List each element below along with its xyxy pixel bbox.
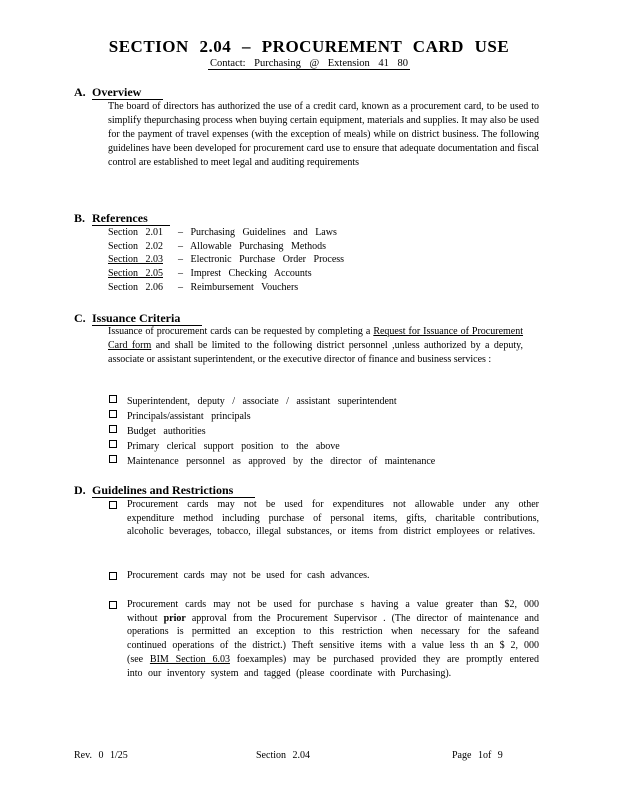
list-item-text: Principals/assistant principals xyxy=(127,411,251,422)
guideline-text: Procurement cards may not be used for cash advances. xyxy=(127,570,370,581)
personnel-list xyxy=(109,394,435,469)
guideline-text-part: Procurement cards may not be used for purchase s having a value greater than $2, 000 without xyxy=(127,599,539,624)
reference-desc: – Purchasing Guidelines and Laws xyxy=(178,227,337,238)
checkbox-bullet-icon xyxy=(109,572,117,580)
checkbox-bullet-icon xyxy=(109,601,117,609)
list-item xyxy=(109,439,435,454)
guideline-text-part: approval from the Procurement Supervisor . (The director of maintenance and operations is permitted an exception to this restriction when necessary for the safeand continued operations of the district.) Theft sensitive items with a value less th an $ 2, 000 (see xyxy=(127,612,539,665)
section-title: Overview xyxy=(92,85,163,100)
checkbox-bullet-icon xyxy=(109,410,117,418)
reference-desc: – Reimbursement Vouchers xyxy=(178,281,299,293)
list-item-text: Primary clerical support position to the above xyxy=(127,441,340,452)
checkbox-bullet-icon xyxy=(109,455,117,463)
reference-desc: – Allowable Purchasing Methods xyxy=(178,240,327,252)
footer-page-number: Page 1of 9 xyxy=(452,750,503,761)
section-letter: D. xyxy=(74,483,86,497)
guideline-text-part: foexamples) may be purchased provided they are promptly entered into our inventory system and tagged (please coordinate with Purchasing). xyxy=(127,653,539,679)
section-letter: C. xyxy=(74,311,86,325)
reference-item xyxy=(108,253,344,267)
checkbox-bullet-icon xyxy=(109,395,117,403)
reference-item xyxy=(108,240,344,254)
reference-desc: – Imprest Checking Accounts xyxy=(178,268,312,280)
request-form-link[interactable]: Request for Issuance of Procurement Card form xyxy=(108,326,524,351)
section-title: References xyxy=(92,211,170,226)
reference-section: Section 2.01 xyxy=(108,227,163,238)
section-letter: B. xyxy=(74,211,86,225)
bim-section-link[interactable]: BIM Section 6.03 xyxy=(149,653,230,665)
section-c-heading xyxy=(74,311,202,326)
reference-item xyxy=(108,281,344,295)
references-list xyxy=(108,226,344,295)
page-title: SECTION 2.04 – PROCUREMENT CARD USE xyxy=(108,37,510,56)
list-item-text: Superintendent, deputy / associate / assistant superintendent xyxy=(127,396,397,407)
reference-item xyxy=(108,226,344,240)
section-a-heading xyxy=(74,85,163,100)
list-item-text: Budget authorities xyxy=(127,426,206,437)
section-letter: A. xyxy=(74,85,86,99)
section-b-heading xyxy=(74,211,170,226)
reference-section-link[interactable]: Section 2.05 xyxy=(108,268,163,280)
guideline-item xyxy=(109,598,539,680)
guideline-item xyxy=(109,498,539,539)
overview-paragraph: The board of directors has authorized the use of a credit card, known as a procurement card, to be used to simplify thepurchasing process when buying certain equipment, materials and supplies. It may also be used for the payment of travel expenses (with the exception of meals) while on district business. The following guidelines have been developed for procurement card use to ensure that adequate documentation and fiscal control are established to meet legal and auditing requirements xyxy=(108,101,539,168)
reference-section: Section 2.06 xyxy=(108,281,163,293)
checkbox-bullet-icon xyxy=(109,440,117,448)
footer-section: Section 2.04 xyxy=(256,750,310,761)
contact-text: Contact: Purchasing @ Extension 41 80 xyxy=(209,58,409,69)
reference-desc: – Electronic Purchase Order Process xyxy=(178,254,345,266)
issuance-paragraph xyxy=(108,325,523,367)
list-item xyxy=(109,394,435,409)
list-item xyxy=(109,409,435,424)
emphasis-prior: prior xyxy=(163,612,186,624)
issuance-text: Issuance of procurement cards can be requested by completing a xyxy=(108,326,374,337)
guideline-item xyxy=(109,569,539,583)
section-title: Guidelines and Restrictions xyxy=(92,483,255,498)
guideline-text: Procurement cards may not be used for expenditures not allowable under any other expenditure method including purchase of personal items, gifts, charitable contributions, alcoholic beverages, tobacco, illegal substances, or items from district employees or relatives. xyxy=(127,499,539,538)
contact-line xyxy=(0,58,618,69)
checkbox-bullet-icon xyxy=(109,425,117,433)
list-item-text: Maintenance personnel as approved by the director of maintenance xyxy=(127,456,436,467)
list-item xyxy=(109,424,435,439)
issuance-text: and shall be limited to the following district personnel ,unless authorized by a deputy, associate or assistant superintendent, or the executive director of finance and business services : xyxy=(108,340,523,365)
section-d-heading xyxy=(74,483,255,498)
reference-section: Section 2.02 xyxy=(108,240,163,252)
checkbox-bullet-icon xyxy=(109,501,117,509)
list-item xyxy=(109,454,435,469)
footer-revision: Rev. 0 1/25 xyxy=(74,750,128,761)
reference-item xyxy=(108,267,344,281)
section-title: Issuance Criteria xyxy=(92,311,202,326)
guideline-text xyxy=(127,598,539,680)
reference-section-link[interactable]: Section 2.03 xyxy=(108,254,163,266)
